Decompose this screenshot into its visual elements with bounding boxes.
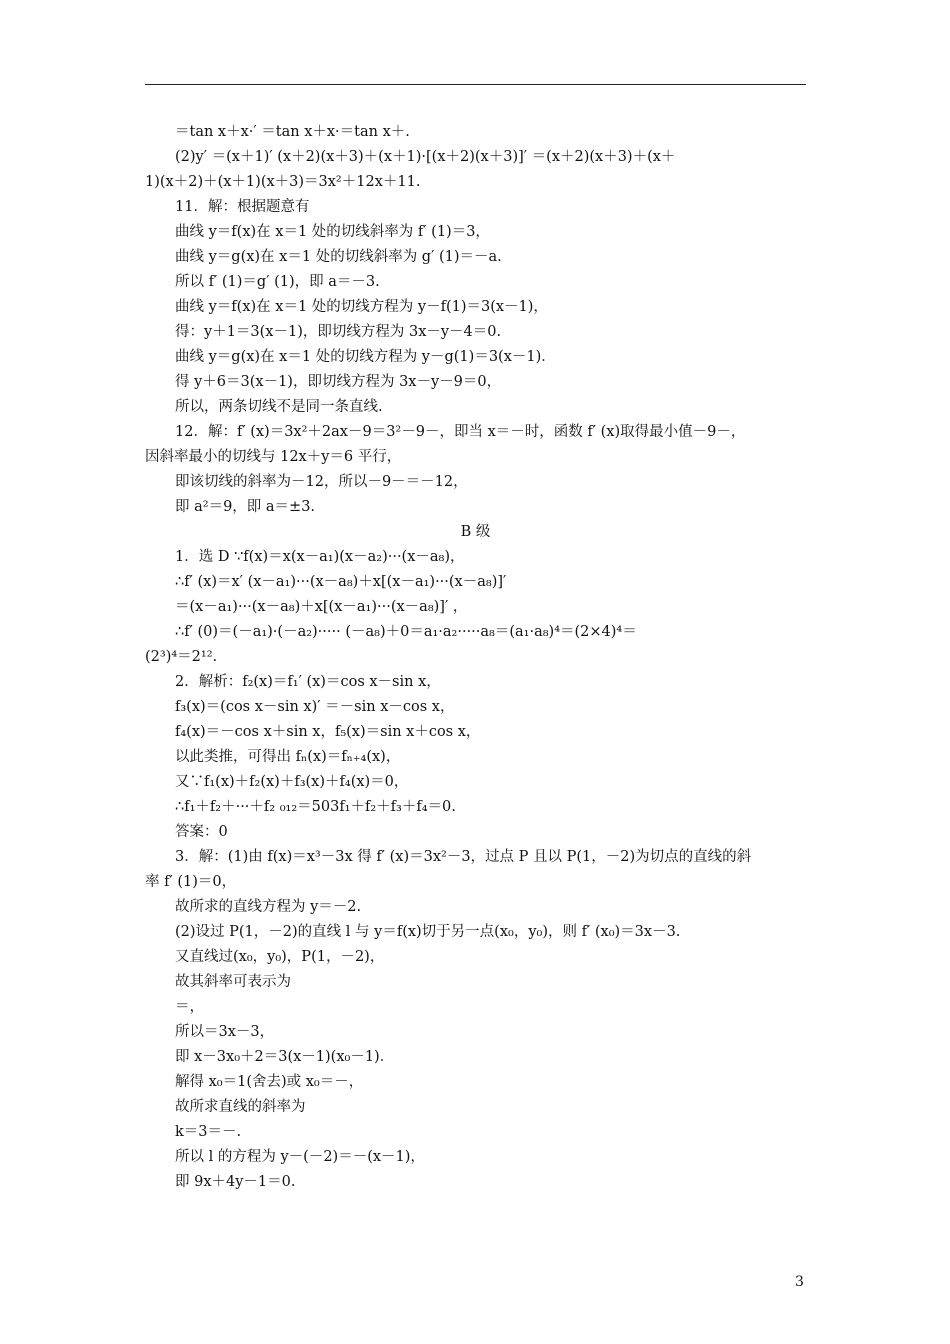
text-line: k＝3＝－. <box>175 1124 242 1140</box>
text-line: (2³)⁴＝2¹². <box>145 649 218 665</box>
text-line: 曲线 y＝f(x)在 x＝1 处的切线方程为 y－f(1)＝3(x－1)， <box>175 299 548 315</box>
text-line: 1)(x＋2)＋(x＋1)(x＋3)＝3x²＋12x＋11. <box>145 174 421 190</box>
text-line: ＝(x－a₁)···(x－a₈)＋x[(x－a₁)···(x－a₈)]′ ， <box>175 599 468 615</box>
text-line: 所以 l 的方程为 y－(－2)＝－(x－1)， <box>175 1149 425 1165</box>
text-line: 答案：0 <box>175 824 228 840</box>
text-line: 以此类推，可得出 fₙ(x)＝fₙ₊₄(x)， <box>175 749 401 765</box>
section-heading: B 级 <box>460 524 491 540</box>
text-line: 曲线 y＝g(x)在 x＝1 处的切线斜率为 g′ (1)＝－a. <box>175 249 502 265</box>
text-line: 故所求的直线方程为 y＝－2. <box>175 899 362 915</box>
text-line: 即 9x＋4y－1＝0. <box>175 1174 296 1190</box>
text-line: 1．选 D ∵f(x)＝x(x－a₁)(x－a₂)···(x－a₈)， <box>175 549 465 565</box>
text-line: (2)y′ ＝(x＋1)′ (x＋2)(x＋3)＋(x＋1)·[(x＋2)(x＋3)]′ ＝(x＋2)(x＋3)＋(x＋ <box>175 149 676 165</box>
text-line: 故所求直线的斜率为 <box>175 1099 306 1115</box>
text-line: 11．解：根据题意有 <box>175 199 310 215</box>
text-line: 3．解：(1)由 f(x)＝x³－3x 得 f′ (x)＝3x²－3，过点 P 且以 P(1，－2)为切点的直线的斜 <box>175 849 752 865</box>
text-line: 即 a²＝9，即 a＝±3. <box>175 499 316 515</box>
text-line: 率 f′ (1)＝0， <box>145 874 237 890</box>
text-line: ∴f₁＋f₂＋···＋f₂ ₀₁₂＝503f₁＋f₂＋f₃＋f₄＝0. <box>175 799 456 815</box>
text-line: 故其斜率可表示为 <box>175 974 291 990</box>
text-line: ＝tan x＋x·′ ＝tan x＋x·＝tan x＋. <box>175 124 410 140</box>
text-line: 又直线过(x₀，y₀)，P(1，－2)， <box>175 949 385 965</box>
text-line: 2．解析：f₂(x)＝f₁′ (x)＝cos x－sin x， <box>175 674 441 690</box>
text-line: 得 y＋6＝3(x－1)，即切线方程为 3x－y－9＝0， <box>175 374 502 390</box>
text-line: 即该切线的斜率为－12，所以－9－＝－12， <box>175 474 468 490</box>
text-line: 曲线 y＝g(x)在 x＝1 处的切线方程为 y－g(1)＝3(x－1)． <box>175 349 556 365</box>
text-line: 曲线 y＝f(x)在 x＝1 处的切线斜率为 f′ (1)＝3， <box>175 224 490 240</box>
text-line: 所以 f′ (1)＝g′ (1)，即 a＝－3. <box>175 274 380 290</box>
text-line: 12．解：f′ (x)＝3x²＋2ax－9＝3²－9－，即当 x＝－时，函数 f′ (x)取得最小值－9－， <box>175 424 746 440</box>
text-line: 所以＝3x－3， <box>175 1024 275 1040</box>
text-line: 所以，两条切线不是同一条直线. <box>175 399 383 415</box>
page-number: 3 <box>795 1274 804 1290</box>
text-line: (2)设过 P(1，－2)的直线 l 与 y＝f(x)切于另一点(x₀，y₀)，则 f′ (x₀)＝3x－3. <box>175 924 681 940</box>
text-line: ∴f′ (0)＝(－a₁)·(－a₂)····· (－a₈)＋0＝a₁·a₂·····a₈＝(a₁·a₈)⁴＝(2×4)⁴＝ <box>175 624 637 640</box>
text-line: 得：y＋1＝3(x－1)，即切线方程为 3x－y－4＝0. <box>175 324 502 340</box>
text-line: f₄(x)＝－cos x＋sin x，f₅(x)＝sin x＋cos x， <box>175 724 481 740</box>
text-line: 因斜率最小的切线与 12x＋y＝6 平行， <box>145 449 402 465</box>
document-body <box>145 120 806 1195</box>
text-line: 解得 x₀＝1(舍去)或 x₀＝－， <box>175 1074 364 1090</box>
text-line: f₃(x)＝(cos x－sin x)′ ＝－sin x－cos x， <box>175 699 455 715</box>
header-rule <box>145 84 806 85</box>
text-line: ＝， <box>175 999 204 1015</box>
text-line: 又∵f₁(x)＋f₂(x)＋f₃(x)＋f₄(x)＝0， <box>175 774 409 790</box>
text-line: 即 x－3x₀＋2＝3(x－1)(x₀－1)． <box>175 1049 395 1065</box>
text-line: ∴f′ (x)＝x′ (x－a₁)···(x－a₈)＋x[(x－a₁)···(x－a₈)]′ <box>175 574 507 590</box>
